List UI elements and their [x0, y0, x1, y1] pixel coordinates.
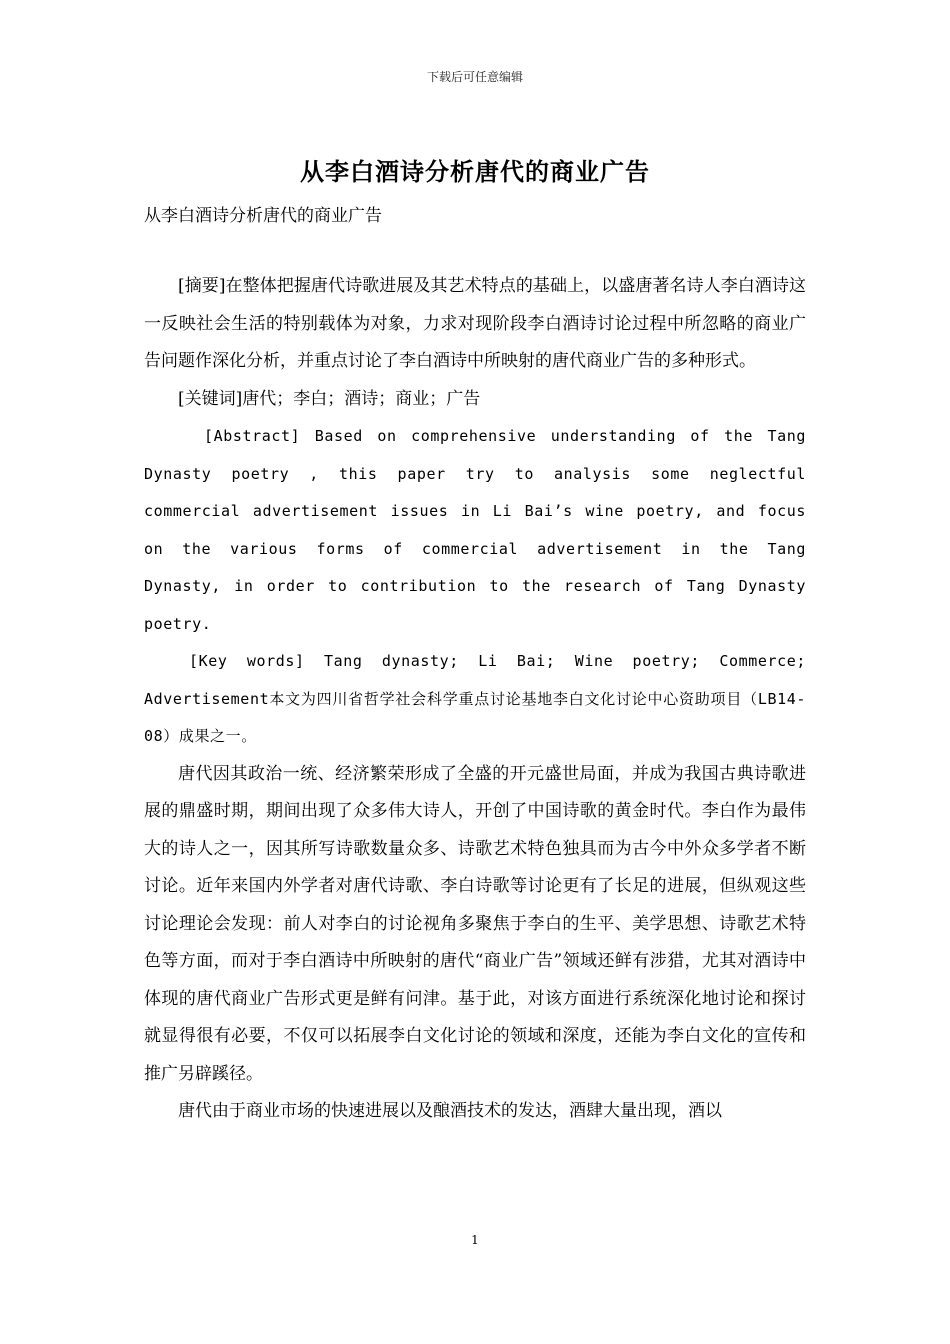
- keywords-en: [Key words] Tang dynasty; Li Bai; Wine poetry; Commerce; Advertisement本文为四川省哲学社会科学重点讨论基地李白文化讨论中心资助项目（LB14-08）成果之一。: [144, 652, 806, 745]
- header-note: 下载后可任意编辑: [426, 70, 523, 84]
- keywords-cn: [关键词]唐代；李白；酒诗；商业；广告: [178, 388, 481, 409]
- page-title: 从李白酒诗分析唐代的商业广告: [300, 157, 650, 186]
- body-paragraph-2: 唐代由于商业市场的快速进展以及酿酒技术的发达，酒肆大量出现，酒以: [178, 1101, 722, 1121]
- document-body: [144, 268, 806, 1131]
- page-number: 1: [471, 1233, 479, 1247]
- abstract-en: [Abstract] Based on comprehensive understanding of the Tang Dynasty poetry , this paper try to analysis some neglectful commercial advertisement issues in Li Bai’s wine poetry, and focus on the various forms of commercial advertisement in the Tang Dynasty, in order to contribution to the research of Tang Dynasty poetry.: [144, 427, 806, 633]
- body-paragraph-1: 唐代因其政治一统、经济繁荣形成了全盛的开元盛世局面，并成为我国古典诗歌进展的鼎盛时期，期间出现了众多伟大诗人，开创了中国诗歌的黄金时代。李白作为最伟大的诗人之一，因其所写诗歌数量众多、诗歌艺术特色独具而为古今中外众多学者不断讨论。近年来国内外学者对唐代诗歌、李白诗歌等讨论更有了长足的进展，但纵观这些讨论理论会发现：前人对李白的讨论视角多聚焦于李白的生平、美学思想、诗歌艺术特色等方面，而对于李白酒诗中所映射的唐代“商业广告”领域还鲜有涉猎，尤其对酒诗中体现的唐代商业广告形式更是鲜有问津。基于此，对该方面进行系统深化地讨论和探讨就显得很有必要，不仅可以拓展李白文化讨论的领域和深度，还能为李白文化的宣传和推广另辟蹊径。: [144, 763, 806, 1084]
- abstract-cn: [摘要]在整体把握唐代诗歌进展及其艺术特点的基础上，以盛唐著名诗人李白酒诗这一反映社会生活的特别载体为对象，力求对现阶段李白酒诗讨论过程中所忽略的商业广告问题作深化分析，并重点讨论了李白酒诗中所映射的唐代商业广告的多种形式。: [144, 276, 806, 371]
- page-subtitle: 从李白酒诗分析唐代的商业广告: [144, 206, 382, 226]
